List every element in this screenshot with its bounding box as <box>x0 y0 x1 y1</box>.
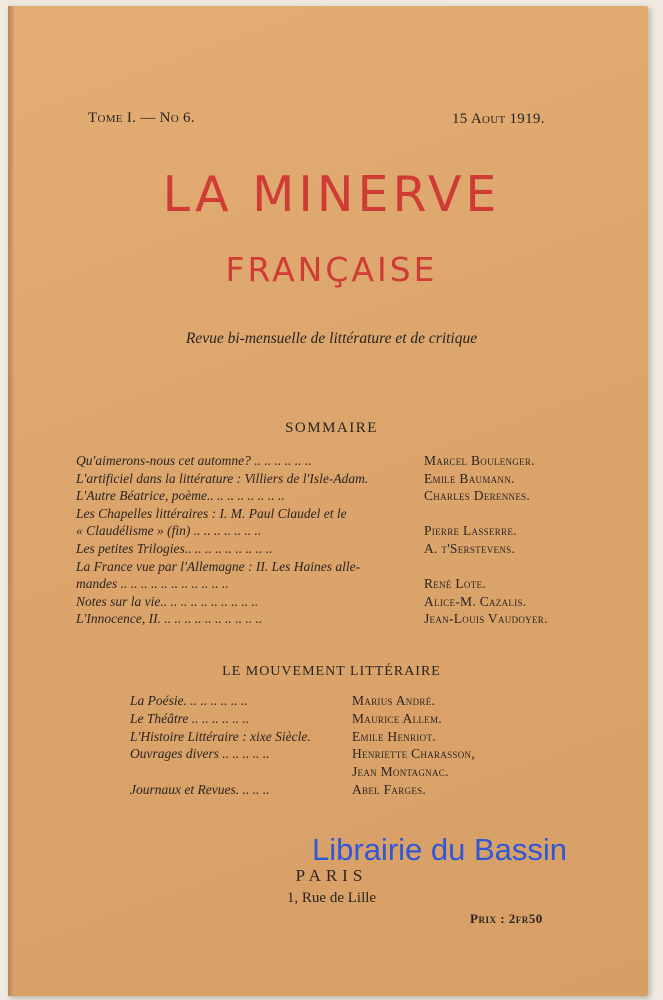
toc-title: Les petites Trilogies.. .. .. .. .. .. .. .. .. <box>76 540 273 556</box>
toc-row <box>76 505 576 523</box>
journal-subtitle: Revue bi-mensuelle de littérature et de critique <box>185 330 478 347</box>
toc-author: Charles Derennes. <box>424 488 531 504</box>
toc-row <box>76 593 576 611</box>
price-label: Prix : 2fr50 <box>470 911 543 926</box>
seller-watermark: Librairie du Bassin <box>312 832 568 867</box>
issue-number: Tome I. — No 6. <box>88 110 195 126</box>
toc-row <box>76 575 576 593</box>
toc-row <box>76 610 576 628</box>
toc-row <box>76 470 576 488</box>
section-author: Jean Montagnac. <box>352 764 449 780</box>
section-author: Maurice Allem. <box>352 710 442 726</box>
table-of-contents <box>76 452 576 628</box>
section-title: La Poésie. .. .. .. .. .. .. <box>130 693 248 708</box>
toc-author: Pierre Lasserre. <box>424 523 517 539</box>
sommaire-heading: SOMMAIRE <box>285 420 378 436</box>
toc-title: L'Innocence, II. .. .. .. .. .. .. .. .. .. .. <box>76 611 263 627</box>
mouvement-heading: LE MOUVEMENT LITTÉRAIRE <box>222 664 441 679</box>
toc-row <box>76 540 576 558</box>
toc-author <box>416 505 576 523</box>
toc-author: Jean-Louis Vaudoyer. <box>424 611 548 627</box>
cover-spine-edge <box>8 6 14 996</box>
issue-date: 15 Aout 1919. <box>452 111 545 127</box>
section-title <box>130 763 352 781</box>
toc-row <box>76 487 576 505</box>
toc-title: L'Autre Béatrice, poème.. .. .. .. .. .. .. .. <box>76 488 285 504</box>
section-title: L'Histoire Littéraire : xixe Siècle. <box>130 728 311 744</box>
list-item <box>130 710 550 728</box>
toc-title: Qu'aimerons-nous cet automne? .. .. .. .. .. .. <box>76 453 312 468</box>
publisher-city: PARIS <box>295 866 368 885</box>
toc-author: Alice-M. Cazalis. <box>424 593 527 609</box>
section-title: Journaux et Revues. .. .. .. <box>130 781 270 797</box>
toc-author: Emile Baumann. <box>424 470 515 486</box>
toc-author: A. t'Serstevens. <box>424 540 516 556</box>
toc-author: René Lote. <box>424 576 486 592</box>
toc-row <box>76 558 576 576</box>
toc-row <box>76 452 576 470</box>
list-item <box>130 745 550 763</box>
section-author: Abel Farges. <box>352 781 427 797</box>
section-author: Henriette Charasson, <box>352 746 476 762</box>
toc-title: « Claudélisme » (fin) .. .. .. .. .. .. .. <box>76 523 262 539</box>
list-item <box>130 728 550 746</box>
list-item <box>130 781 550 799</box>
mouvement-list <box>130 692 550 799</box>
toc-author: Marcel Boulenger. <box>424 453 535 468</box>
toc-title: La France vue par l'Allemagne : II. Les Haines alle- <box>76 558 361 574</box>
section-title: Ouvrages divers .. .. .. .. .. <box>130 746 270 762</box>
journal-title-line2: FRANÇAISE <box>225 250 438 289</box>
section-title: Le Théâtre .. .. .. .. .. .. <box>130 710 250 726</box>
toc-title: L'artificiel dans la littérature : Villiers de l'Isle-Adam. <box>76 470 369 486</box>
toc-row <box>76 522 576 540</box>
journal-title: LA MINERVE <box>162 166 501 223</box>
publisher-address: 1, Rue de Lille <box>286 890 377 906</box>
section-author: Emile Henriot. <box>352 728 436 744</box>
toc-title: Notes sur la vie.. .. .. .. .. .. .. .. .. .. <box>76 593 259 609</box>
toc-author <box>416 558 576 576</box>
toc-title: mandes .. .. .. .. .. .. .. .. .. .. .. <box>76 576 229 592</box>
toc-title: Les Chapelles littéraires : I. M. Paul Claudel et le <box>76 505 347 521</box>
list-item <box>130 692 550 710</box>
list-item <box>130 763 550 781</box>
section-author: Marius André. <box>352 693 436 708</box>
